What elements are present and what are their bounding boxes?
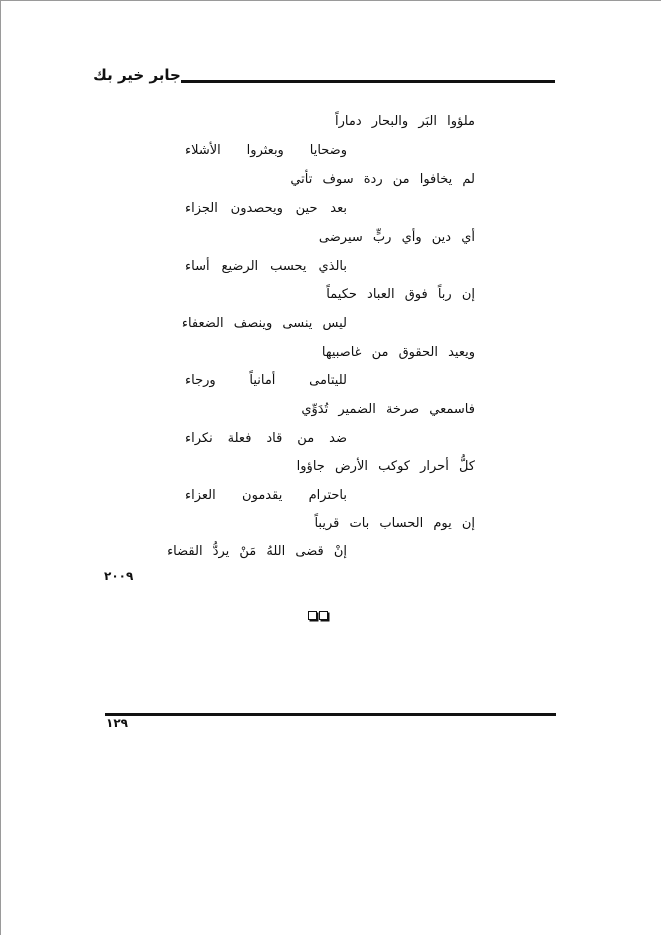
verse-line-10: لليتامى أمانياً ورجاء <box>185 373 347 388</box>
poem-date: ٢٠٠٩ <box>104 569 134 583</box>
verse-line-13: كلُّ أحرار كوكب الأرض جاؤوا <box>296 459 475 474</box>
square-ornament-icon <box>319 611 328 620</box>
verse-line-5: أي دين وأي ربٍّ سيرضى <box>318 230 475 245</box>
verse-line-16: إنْ قضى اللهُ مَنْ يردُّ القضاء <box>167 544 347 559</box>
verse-line-6: بالذي يحسب الرضيع أساء <box>185 259 347 274</box>
verse-line-3: لم يخافوا من ردة سوف تأتي <box>290 172 475 187</box>
verse-line-14: باحترام يقدمون العزاء <box>185 488 347 503</box>
verse-line-12: ضد من قاد فعلة نكراء <box>185 431 347 446</box>
square-ornament-icon <box>308 611 317 620</box>
verse-line-8: ليس ينسى وينصف الضعفاء <box>181 316 347 331</box>
running-header-author: جابر خير بك <box>93 66 181 84</box>
verse-line-1: ملؤوا البَر والبحار دماراً <box>335 114 475 129</box>
double-square-ornament-icon <box>308 611 328 620</box>
header-rule <box>181 80 555 83</box>
page-number: ١٢٩ <box>106 716 128 730</box>
footer-rule <box>105 713 556 716</box>
verse-line-15: إن يوم الحساب بات قريباً <box>314 516 475 531</box>
verse-line-11: فاسمعي صرخة الضمير تُدَوِّي <box>301 402 475 417</box>
verse-line-9: ويعيد الحقوق من غاصبيها <box>321 345 475 360</box>
verse-line-4: بعد حين ويحصدون الجزاء <box>185 201 347 216</box>
verse-line-7: إن رباً فوق العباد حكيماً <box>326 287 475 302</box>
verse-line-2: وضحايا وبعثروا الأشلاء <box>185 143 347 158</box>
